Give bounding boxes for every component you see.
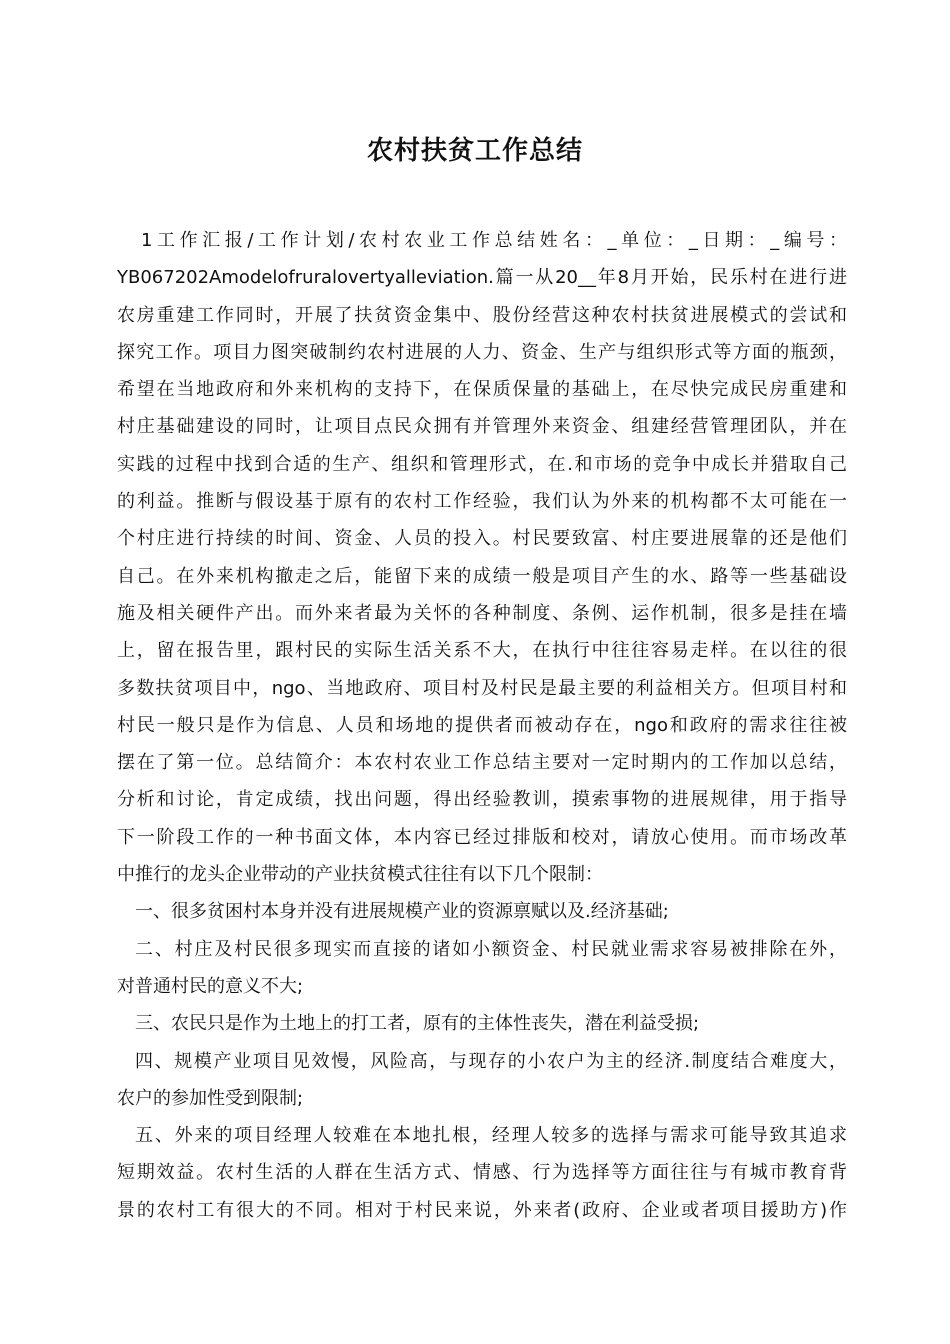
- list-item: 五、外来的项目经理人较难在本地扎根，经理人较多的选择与需求可能导致其追求: [135, 1125, 847, 1147]
- document-body: [117, 222, 847, 1229]
- body-line: 多数扶贫项目中，ngo、当地政府、项目村及村民是最主要的利益相关方。但项目村和: [117, 677, 847, 699]
- list-item-continuation: 对普通村民的意义不大;: [117, 975, 304, 997]
- body-line: 摆在了第一位。总结简介：本农村农业工作总结主要对一定时期内的工作加以总结，: [117, 752, 847, 774]
- body-line: 村庄基础建设的同时，让项目点民众拥有并管理外来资金、组建经营管理团队，并在: [117, 416, 847, 438]
- list-item: 一、很多贫困村本身并没有进展规模产业的资源禀赋以及.经济基础;: [135, 901, 669, 923]
- body-line: 1工作汇报/工作计划/农村农业工作总结姓名：_单位：_日期：_编号：: [141, 230, 847, 251]
- list-item: 四、规模产业项目见效慢，风险高，与现存的小农户为主的经济.制度结合难度大，: [135, 1050, 847, 1072]
- list-item: 二、村庄及村民很多现实而直接的诸如小额资金、村民就业需求容易被排除在外，: [135, 938, 847, 960]
- body-line: 上，留在报告里，跟村民的实际生活关系不大，在执行中往往容易走样。在以往的很: [117, 640, 847, 662]
- body-line: 农房重建工作同时，开展了扶贫资金集中、股份经营这种农村扶贫进展模式的尝试和: [117, 304, 847, 326]
- body-line: 的利益。推断与假设基于原有的农村工作经验，我们认为外来的机构都不太可能在一: [117, 491, 847, 513]
- list-item: 三、农民只是作为土地上的打工者，原有的主体性丧失，潜在利益受损;: [135, 1013, 700, 1035]
- body-line: 自己。在外来机构撤走之后，能留下来的成绩一般是项目产生的水、路等一些基础设: [117, 565, 847, 587]
- list-item-continuation: 农户的参加性受到限制;: [117, 1087, 304, 1109]
- body-line: 短期效益。农村生活的人群在生活方式、情感、行为选择等方面往往与有城市教育背: [117, 1162, 847, 1184]
- body-line: YB067202Amodelofruralovertyalleviation.篇一从20__年8月开始，民乐村在进行进: [117, 267, 847, 289]
- body-line: 中推行的龙头企业带动的产业扶贫模式往往有以下几个限制：: [117, 864, 603, 886]
- body-line: 施及相关硬件产出。而外来者最为关怀的各种制度、条例、运作机制，很多是挂在墙: [117, 602, 847, 624]
- body-line: 希望在当地政府和外来机构的支持下，在保质保量的基础上，在尽快完成民房重建和: [117, 379, 847, 401]
- body-line: 探究工作。项目力图突破制约农村进展的人力、资金、生产与组织形式等方面的瓶颈，: [117, 341, 847, 363]
- body-line: 景的农村工有很大的不同。相对于村民来说，外来者(政府、企业或者项目援助方)作: [117, 1199, 847, 1221]
- body-line: 分析和讨论，肯定成绩，找出问题，得出经验教训，摸索事物的进展规律，用于指导: [117, 789, 847, 811]
- body-line: 个村庄进行持续的时间、资金、人员的投入。村民要致富、村庄要进展靠的还是他们: [117, 528, 847, 550]
- body-line: 下一阶段工作的一种书面文体，本内容已经过排版和校对，请放心使用。而市场改革: [117, 826, 847, 848]
- body-line: 实践的过程中找到合适的生产、组织和管理形式，在.和市场的竞争中成长并猎取自己: [117, 453, 847, 475]
- document-title: 农村扶贫工作总结: [366, 136, 583, 166]
- body-line: 村民一般只是作为信息、人员和场地的提供者而被动存在，ngo和政府的需求往往被: [117, 714, 847, 736]
